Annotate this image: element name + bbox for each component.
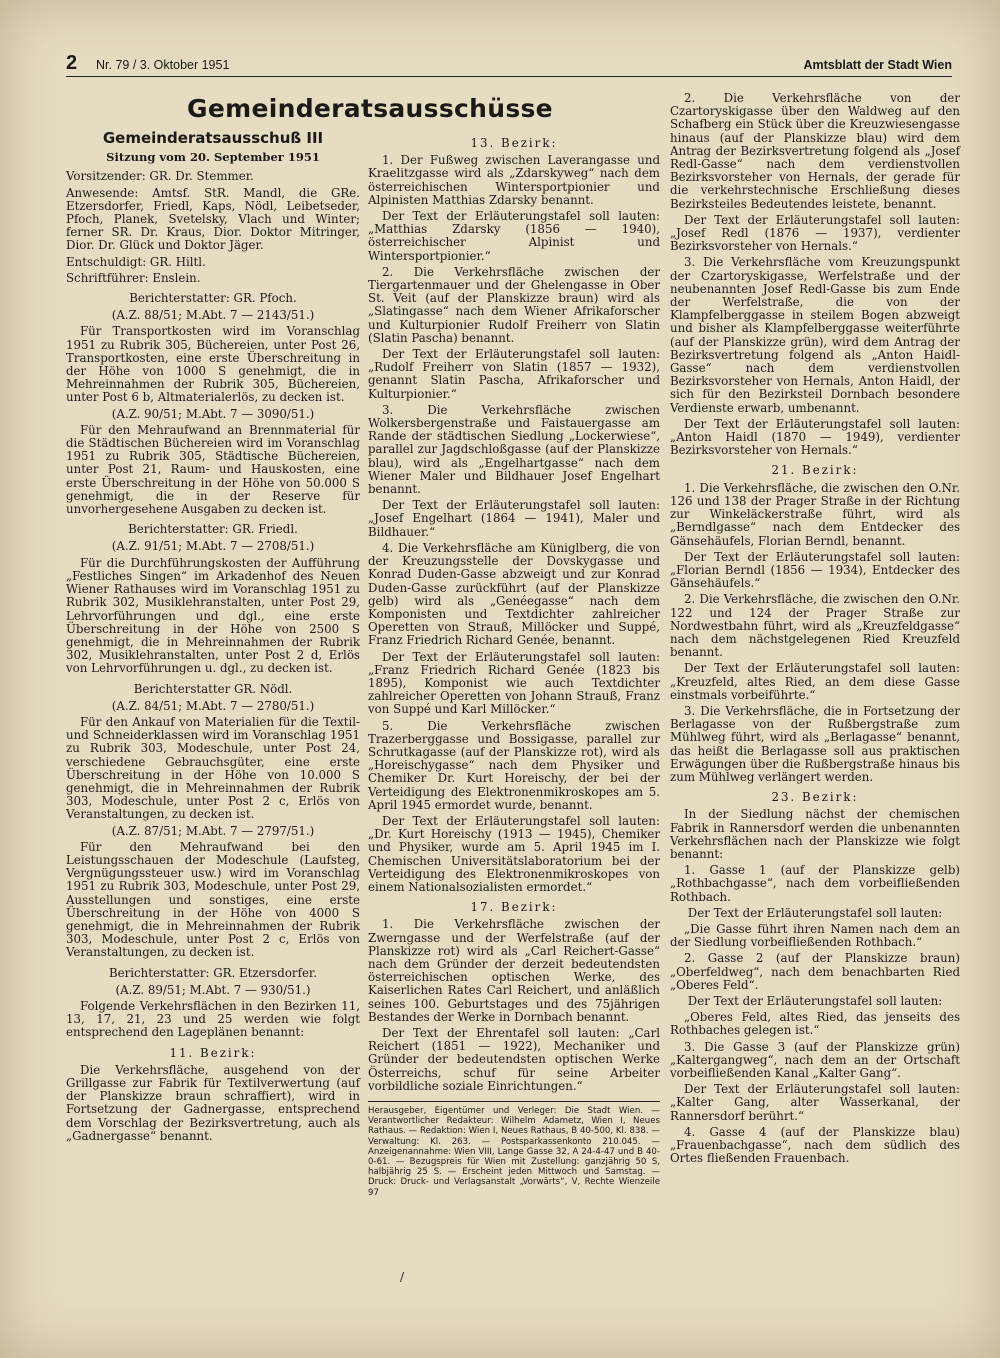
paragraph: 1. Der Fußweg zwischen Laverangasse und Kraelitzgasse wird als „Zdarskyweg“ nach dem österreichischen Wintersportpionier und Alpinisten Matthias Zdarsky benannt. — [368, 153, 660, 207]
paragraph: Für Transportkosten wird im Voranschlag 1951 zu Rubrik 305, Büchereien, unter Post 26, Transportkosten, eine erste Überschreitung in der Höhe von 1000 S genehmigt, die in Mehreinnahmen der Rubrik 305, Büchereien, unter Post 6 b, Altmaterialerlös, zu decken ist. — [66, 324, 360, 405]
issue-line: Nr. 79 / 3. Oktober 1951 — [96, 58, 230, 72]
column-1 — [66, 92, 360, 1146]
paragraph: Für den Ankauf von Materialien für die Textil- und Schneiderklassen wird im Voranschlag 1951 zu Rubrik 303, Modeschule, unter Post 24, verschiedene Gebrauchsgüter, eine erste Überschreitung in der Höhe von 10.000 S genehmigt, die in Mehreinnahmen der Rubrik 303, Modeschule, unter Post 2 c, Erlös von Veranstaltungen, zu decken ist. — [66, 714, 360, 822]
file-ref: (A.Z. 91/51; M.Abt. 7 — 2708/51.) — [111, 539, 315, 554]
paragraph: Der Text der Erläuterungstafel soll lauten: „Kreuzfeld, altes Ried, an dem diese Gasse einstmals vorbeiführte.“ — [670, 661, 960, 702]
paragraph: 3. Die Verkehrsfläche zwischen Wolkersbergenstraße und Faistauergasse am Rande der städtischen Siedlung „Lockerwiese“, parallel zur Jagdschloßgasse (auf der Planskizze blau), wird als „Engelhartgasse“ nach dem Wiener Maler und Bildhauer Josef Engelhart benannt. — [368, 402, 660, 497]
page-header — [66, 52, 952, 77]
file-ref: (A.Z. 87/51; M.Abt. 7 — 2797/51.) — [111, 823, 315, 838]
paragraph: Der Text der Erläuterungstafel soll lauten: „Rudolf Freiherr von Slatin (1857 — 1932), genannt Slatin Pascha, Afrikaforscher und Kulturpionier.“ — [368, 347, 660, 401]
paragraph: Der Text der Erläuterungstafel soll lauten: „Anton Haidl (1870 — 1949), verdienter Bezirksvorsteher von Hernals.“ — [670, 416, 960, 458]
masthead: Amtsblatt der Stadt Wien — [803, 58, 952, 72]
imprint: Herausgeber, Eigentümer und Verleger: Die Stadt Wien. — Verantwortlicher Redakteur: Wilhelm Adametz, Wien I, Neues Rathaus. — Redaktion: Wien I, Neues Rathaus, B 40-500, Kl. 838. — Verwaltung: Kl. 263. — Postsparkassenkonto 210.045. — Anzeigenannahme: Wien VIII, Lange Gasse 32, A 24-4-47 und B 40-0-61. — Bezugspreis für Wien mit Zustellung: ganzjährig 50 S, halbjährig 25 S. — Erscheint jeden Mittwoch und Samstag. — Druck: Druck- und Verlagsanstalt „Vorwärts“, V, Rechte Wienzeile 97 — [368, 1101, 660, 1198]
file-ref: (A.Z. 90/51; M.Abt. 7 — 3090/51.) — [111, 406, 315, 421]
paragraph: Der Text der Erläuterungstafel soll lauten: — [687, 994, 943, 1008]
paragraph: Der Text der Erläuterungstafel soll lauten: „Matthias Zdarsky (1856 — 1940), österreichischer Alpinist und Wintersportpionier.“ — [368, 209, 660, 263]
paragraph: Für die Durchführungskosten der Aufführung „Festliches Singen“ im Arkadenhof des Neuen Wiener Rathauses wird im Voranschlag 1951 zu Rubrik 302, Musiklehranstalten, unter Post 29, Lehrvorführungen und dgl., eine erste Überschreitung in der Höhe von 2500 S genehmigt, die in Mehreinnahmen der Rubrik 302, Musiklehranstalten, unter Post 2 d, Erlös von Lehrvorführungen u. dgl., zu decken ist. — [66, 555, 360, 676]
paragraph: 1. Gasse 1 (auf der Planskizze gelb) „Rothbachgasse“, nach dem vorbeifließenden Rothbach. — [670, 863, 960, 904]
paragraph: 2. Die Verkehrsfläche zwischen der Tiergartenmauer und der Ghelengasse in Ober St. Veit (auf der Planskizze braun) wird als „Slatingasse“ nach dem Wiener Afrikaforscher und Kulturpionier Rudolf Freiherr von Slatin (Slatin Pascha) benannt. — [368, 264, 660, 345]
district-heading: 13. Bezirk: — [470, 136, 558, 150]
rapporteur: Berichterstatter: GR. Etzersdorfer. — [108, 965, 318, 980]
excused: Entschuldigt: GR. Hiltl. — [66, 254, 206, 269]
paragraph: Der Text der Erläuterungstafel soll lauten: „Franz Friedrich Richard Genée (1823 bis 1895), Komponist wie auch Textdichter zahlreicher Operetten von Johann Strauß, Franz von Suppé und Karl Millöcker.“ — [368, 649, 660, 717]
paragraph: 3. Die Verkehrsfläche vom Kreuzungspunkt der Czartoryskigasse, Werfelstraße und der neubenannten Josef Redl-Gasse bis zum Ende der Werfelstraße, die von der Klampfelberggasse in steilem Bogen abzweigt und bisher als Klampfelberggasse weiterführte (auf der Planskizze grün), wird dem Antrag der Bezirksvertretung folgend als „Anton Haidl-Gasse“ nach dem verdienstvollen Bezirksvorsteher von Hernals, Anton Haidl, der sich für den Bezirksteil Dornbach besondere Verdienste erwarb, umbenannt. — [670, 255, 960, 415]
paragraph: 1. Die Verkehrsfläche zwischen der Zwerngasse und der Werfelstraße (auf der Planskizze rot) wird als „Carl Reichert-Gasse“ nach dem Gründer der derzeit bedeutendsten österreichischen optischen Werke, des Kaiserlichen Rates Carl Reichert, und anläßlich seines 100. Geburtstages und des 75jährigen Bestandes der Werke in Dornbach benannt. — [368, 917, 660, 1024]
paragraph: Der Text der Erläuterungstafel soll lauten: „Kalter Gang, alter Wasserkanal, der Rannersdorf berührt.“ — [670, 1082, 960, 1123]
rapporteur: Berichterstatter: GR. Friedl. — [128, 522, 298, 537]
chair-line: Vorsitzender: GR. Dr. Stemmer. — [66, 169, 254, 184]
paragraph: Der Text der Erläuterungstafel soll lauten: „Dr. Kurt Horeischy (1913 — 1945), Chemiker und Physiker, wurde am 5. April 1945 im I. Chemischen Universitätslaboratorium bei der Verteidigung des Elektronenmikroskopes von einem Nationalsozialisten ermordet.“ — [368, 813, 660, 894]
paragraph: 4. Die Verkehrsfläche am Küniglberg, die von der Kreuzungsstelle der Dovskygasse und Konrad Duden-Gasse abzweigt und zur Konrad Duden-Gasse zurückführt (auf der Planskizze gelb) wird als „Genéegasse“ nach dem Komponisten und Textdichter zahlreicher Operetten von Strauß, Millöcker und Suppé, Franz Friedrich Richard Genée, benannt. — [368, 540, 660, 648]
paragraph: In der Siedlung nächst der chemischen Fabrik in Rannersdorf werden die unbenannten Verkehrsflächen nach der Planskizze wie folgt benannt: — [670, 807, 960, 861]
paragraph: 2. Die Verkehrsfläche, die zwischen den O.Nr. 122 und 124 der Prager Straße zur Nordwestbahn führt, wird als „Kreuzfeldgasse“ nach dem nächstgelegenen Ried Kreuzfeld benannt. — [670, 592, 960, 660]
column-2 — [368, 130, 660, 1198]
page-title: Gemeinderatsausschüsse — [187, 94, 553, 123]
district-heading: 21. Bezirk: — [771, 463, 859, 478]
page-number: 2 — [66, 52, 78, 74]
file-ref: (A.Z. 89/51; M.Abt. 7 — 930/51.) — [115, 982, 311, 997]
paragraph: Der Text der Erläuterungstafel soll lauten: „Josef Redl (1876 — 1937), verdienter Bezirksvorsteher von Hernals.“ — [670, 212, 960, 254]
paragraph: Die Verkehrsfläche, ausgehend von der Grillgasse zur Fabrik für Textilverwertung (auf der Planskizze braun schraffiert), wird in Fortsetzung der Gadnergasse, entsprechend dem Vorschlag der Bezirksvertretung, auch als „Gadnergasse“ benannt. — [66, 1062, 360, 1143]
paragraph: 2. Die Verkehrsfläche von der Czartoryskigasse über den Waldweg auf den Schafberg ein Stück über die Kreuzwiesengasse hinaus (auf der Planskizze blau) wird dem Antrag der Bezirksvertretung folgend als „Josef Redl-Gasse“ nach dem verdienstvollen Bezirksvorsteher von Hernals, der gerade für die verkehrstechnische Erschließung dieses Bezirksteiles Bedeutendes leistete, benannt. — [670, 91, 960, 211]
stray-mark: / — [400, 1270, 405, 1284]
paragraph: 5. Die Verkehrsfläche zwischen Trazerberggasse und Bossigasse, parallel zur Schrutkagasse (auf der Planskizze rot), wird als „Horeischygasse“ nach dem Physiker und Chemiker Dr. Kurt Horeischy, der bei der Verteidigung des Elektronenmikroskopes am 5. April 1945 ermordet wurde, benannt. — [368, 718, 660, 812]
rapporteur: Berichterstatter GR. Nödl. — [133, 681, 293, 696]
paragraph: Der Text der Ehrentafel soll lauten: „Carl Reichert (1851 — 1922), Mechaniker und Gründer der bedeutendsten optischen Werke Österreichs, schuf für seine Arbeiter vorbildliche soziale Einrichtungen.“ — [368, 1026, 660, 1093]
paragraph: „Die Gasse führt ihren Namen nach dem an der Siedlung vorbeifließenden Rothbach.“ — [670, 921, 960, 950]
paragraph: Der Text der Erläuterungstafel soll lauten: „Josef Engelhart (1864 — 1941), Maler und Bildhauer.“ — [368, 498, 660, 539]
paragraph: 4. Gasse 4 (auf der Planskizze blau) „Frauenbachgasse“, nach dem südlich des Ortes fließenden Frauenbach. — [670, 1124, 960, 1166]
paragraph: Für den Mehraufwand bei den Leistungsschauen der Modeschule (Laufsteg, Vergnügungssteuer usw.) wird im Voranschlag 1951 zu Rubrik 303, Modeschule, unter Post 29, Ausstellungen und sonstiges, eine erste Überschreitung in der Höhe von 4000 S genehmigt, die in Mehreinnahmen der Rubrik 303, Modeschule, unter Post 2 c, Erlös von Veranstaltungen, zu decken ist. — [66, 839, 360, 960]
paragraph: Der Text der Erläuterungstafel soll lauten: „Florian Berndl (1856 — 1934), Entdecker des Gänsehäufels.“ — [670, 549, 960, 591]
attendees: Anwesende: Amtsf. StR. Mandl, die GRe. Etzersdorfer, Friedl, Kaps, Nödl, Leibetseder, Pfoch, Planek, Svetelsky, Vlach und Winter; ferner SR. Dr. Kraus, Dior. Doktor Mitringer, Dior. Dr. Glück und Doktor Jäger. — [66, 185, 360, 253]
paragraph: 1. Die Verkehrsfläche, die zwischen den O.Nr. 126 und 138 der Prager Straße in der Richtung zur Winkeläckerstraße führt, wird als „Berndlgasse“ nach dem Entdecker des Gänsehäufels, Florian Berndl, benannt. — [670, 480, 960, 548]
district-heading: 23. Bezirk: — [771, 790, 859, 805]
paragraph: 3. Die Verkehrsfläche, die in Fortsetzung der Berlagasse von der Rußbergstraße zum Mühlweg führt, wird als „Berlagasse“ benannt, das heißt die Berlagasse soll aus praktischen Erwägungen über die Rußbergstraße hinaus bis zum Mühlweg verlängert werden. — [670, 703, 960, 784]
paragraph: Der Text der Erläuterungstafel soll lauten: — [687, 905, 943, 920]
paragraph: 3. Die Gasse 3 (auf der Planskizze grün) „Kaltergangweg“, nach dem an der Ortschaft vorbeifließenden Kanal „Kalter Gang“. — [670, 1039, 960, 1081]
district-heading: 11. Bezirk: — [169, 1045, 257, 1060]
committee-heading: Gemeinderatsausschuß III — [102, 129, 324, 147]
district-heading: 17. Bezirk: — [470, 900, 558, 915]
file-ref: (A.Z. 88/51; M.Abt. 7 — 2143/51.) — [111, 308, 315, 323]
session-date: Sitzung vom 20. September 1951 — [106, 150, 320, 165]
column-3 — [670, 92, 960, 1168]
paragraph: „Oberes Feld, altes Ried, das jenseits des Rothbaches gelegen ist.“ — [670, 1010, 960, 1038]
paragraph: Folgende Verkehrsflächen in den Bezirken 11, 13, 17, 21, 23 und 25 werden wie folgt entsprechend den Lageplänen benannt: — [66, 998, 360, 1040]
paragraph: Für den Mehraufwand an Brennmaterial für die Städtischen Büchereien wird im Voranschlag 1951 zu Rubrik 305, Städtische Büchereien, unter Post 21, Raum- und Hauskosten, eine erste Überschreitung in der Höhe von 50.000 S genehmigt, die in der Reserve für unvorhergesehene Ausgaben zu decken ist. — [66, 422, 360, 517]
rapporteur: Berichterstatter: GR. Pfoch. — [129, 291, 297, 306]
recorder: Schriftführer: Enslein. — [66, 270, 201, 285]
file-ref: (A.Z. 84/51; M.Abt. 7 — 2780/51.) — [111, 698, 315, 713]
paragraph: 2. Gasse 2 (auf der Planskizze braun) „Oberfeldweg“, nach dem benachbarten Ried „Oberes Feld“. — [670, 951, 960, 992]
